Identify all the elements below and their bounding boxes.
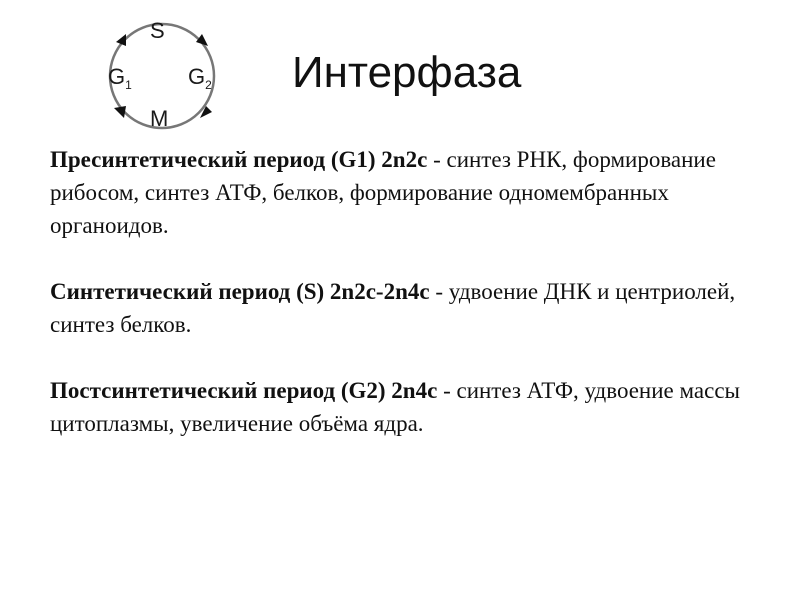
paragraph-heading: Пресинтетический период (G1) 2n2c [50, 147, 428, 172]
phase-g1-label: $G_1$ [108, 64, 132, 92]
paragraph-s: Синтетический период (S) 2n2c-2n4c - удвоение ДНК и центриолей, синтез белков. [50, 279, 736, 337]
paragraph-g1: Пресинтетический период (G1) 2n2c - синтез РНК, формирование рибосом, синтез АТФ, белков, формирование одномембранных органоидов. [50, 147, 716, 238]
slide-title: Интерфаза [292, 48, 522, 97]
phase-s-label: S [150, 18, 165, 43]
cell-cycle-diagram [96, 14, 236, 134]
cycle-arrow-icon [114, 106, 126, 118]
paragraph-g2: Постсинтетический период (G2) 2n4c - синтез АТФ, удвоение массы цитоплазмы, увеличение объёма ядра. [50, 378, 740, 436]
slide-content [50, 143, 770, 473]
paragraph-body: синтез РНК, формирование рибосом, синтез АТФ, белков, формирование одномембранных органоидов. [50, 147, 716, 238]
paragraph-body: синтез АТФ, удвоение массы цитоплазмы, увеличение объёма ядра. [50, 378, 740, 436]
paragraph-heading: Синтетический период (S) 2n2c-2n4c [50, 279, 430, 304]
paragraph-body: удвоение ДНК и центриолей, синтез белков. [50, 279, 736, 337]
phase-m-label: M [150, 106, 169, 131]
paragraph-heading: Постсинтетический период (G2) 2n4c [50, 378, 438, 403]
phase-g2-label: $G_2$ [188, 64, 212, 92]
